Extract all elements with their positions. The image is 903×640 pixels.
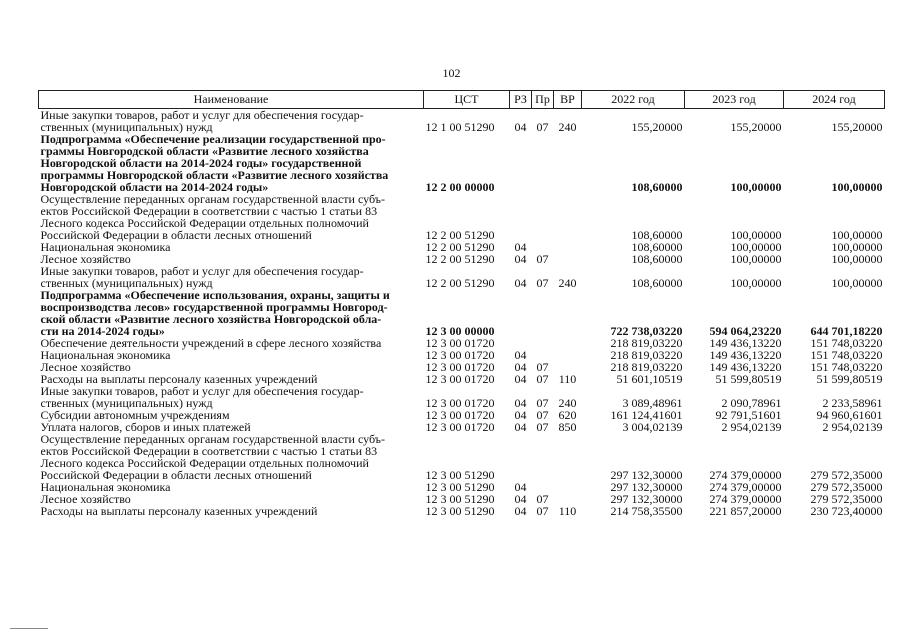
cell-2022: 722 738,03220 — [610, 324, 683, 338]
cell-vr: 240 — [558, 276, 577, 290]
cell-vr — [554, 193, 582, 241]
cell-vr — [554, 337, 582, 349]
name-line: Новгородской области на 2014-2024 годы» государственной — [40, 156, 362, 170]
cell-cst: 12 3 00 01720 — [425, 372, 495, 386]
cell-2023: 274 379,00000 — [709, 468, 782, 482]
cell-vr — [554, 481, 582, 493]
cell-rz: 04 — [514, 492, 527, 506]
cell-cst: 12 3 00 51290 — [425, 468, 495, 482]
cell-2024: 51 599,80519 — [816, 372, 883, 386]
cell-rz: 04 — [514, 360, 527, 374]
name-line: Национальная экономика — [40, 348, 171, 362]
table-row — [39, 193, 885, 241]
cell-2022: 108,60000 — [631, 276, 683, 290]
cell-pr — [532, 289, 554, 337]
cell-2024: 279 572,35000 — [810, 468, 883, 482]
cell-vr: 620 — [558, 408, 577, 422]
name-line: ектов Российской Федерации в соответствии с частью 1 статьи 83 — [40, 204, 378, 218]
cell-2023: 100,00000 — [730, 228, 782, 242]
cell-vr — [554, 433, 582, 481]
name-line: воспроизводства лесов» государственной программы Новгород- — [40, 300, 388, 314]
cell-2024: 644 701,18220 — [810, 324, 883, 338]
cell-2024: 151 748,03220 — [810, 360, 883, 374]
cell-name — [39, 109, 424, 134]
name-line: ской области «Развитие лесного хозяйства Новгородской обла- — [40, 312, 382, 326]
name-line: граммы Новгородской области «Развитие лесного хозяйства — [40, 144, 369, 158]
cell-cst: 12 3 00 01720 — [425, 360, 495, 374]
cell-cst: 12 2 00 51290 — [425, 252, 495, 266]
name-line: ектов Российской Федерации в соответствии с частью 1 статьи 83 — [40, 444, 378, 458]
cell-pr — [532, 133, 554, 193]
cell-2022: 214 758,35500 — [610, 504, 683, 518]
cell-2024: 94 960,61601 — [816, 408, 883, 422]
name-line: Иные закупки товаров, работ и услуг для обеспечения государ- — [40, 384, 364, 398]
cell-pr — [532, 193, 554, 241]
cell-rz — [510, 433, 532, 481]
cell-2023: 92 791,51601 — [715, 408, 782, 422]
name-line: ственных (муниципальных) нужд — [40, 120, 213, 134]
name-line: ственных (муниципальных) нужд — [40, 396, 213, 410]
cell-vr — [554, 349, 582, 361]
name-line: Расходы на выплаты персоналу казенных учреждений — [40, 372, 318, 386]
cell-rz: 04 — [514, 240, 527, 254]
cell-2022: 108,60000 — [631, 240, 683, 254]
cell-2024: 279 572,35000 — [810, 492, 883, 506]
name-line: Иные закупки товаров, работ и услуг для обеспечения государ- — [40, 108, 364, 122]
cell-2023: 155,20000 — [730, 120, 782, 134]
cell-cst: 12 3 00 01720 — [425, 408, 495, 422]
cell-name — [39, 385, 424, 409]
name-line: Лесное хозяйство — [40, 252, 131, 266]
cell-name — [39, 133, 424, 193]
name-line: Лесного кодекса Российской Федерации отдельных полномочий — [40, 216, 369, 230]
cell-pr: 07 — [536, 396, 549, 410]
table-body — [39, 109, 885, 518]
name-line: Лесное хозяйство — [40, 492, 131, 506]
cell-vr: 240 — [558, 396, 577, 410]
cell-pr: 07 — [536, 372, 549, 386]
cell-cst: 12 3 00 00000 — [425, 324, 495, 338]
cell-2022: 297 132,30000 — [610, 468, 683, 482]
cell-rz: 04 — [514, 480, 527, 494]
cell-rz: 04 — [514, 504, 527, 518]
cell-cst: 12 2 00 51290 — [425, 276, 495, 290]
name-line: Российской Федерации в области лесных отношений — [40, 228, 312, 242]
cell-cst: 12 3 00 51290 — [425, 480, 495, 494]
cell-name — [39, 193, 424, 241]
cell-cst: 12 3 00 01720 — [425, 420, 495, 434]
cell-rz — [510, 193, 532, 241]
cell-cst: 12 2 00 00000 — [425, 180, 495, 194]
cell-2023: 594 064,23220 — [709, 324, 782, 338]
cell-2023: 2 954,02139 — [721, 420, 782, 434]
name-line: Национальная экономика — [40, 240, 171, 254]
cell-cst: 12 2 00 51290 — [425, 228, 495, 242]
name-line: Субсидии автономным учреждениям — [40, 408, 230, 422]
cell-pr: 07 — [536, 420, 549, 434]
name-line: Обеспечение деятельности учреждений в сфере лесного хозяйства — [40, 336, 382, 350]
budget-table — [38, 90, 885, 517]
column-header-name: Наименование — [39, 91, 424, 109]
name-line: Национальная экономика — [40, 480, 171, 494]
cell-vr: 240 — [558, 120, 577, 134]
cell-vr: 110 — [558, 372, 577, 386]
cell-cst: 12 1 00 51290 — [425, 120, 495, 134]
cell-2023: 100,00000 — [730, 252, 782, 266]
cell-name — [39, 289, 424, 337]
column-header-2023: 2023 год — [685, 91, 784, 109]
cell-rz: 04 — [514, 408, 527, 422]
footer-divider — [10, 628, 48, 629]
name-line: Расходы на выплаты персоналу казенных учреждений — [40, 504, 318, 518]
cell-2022: 108,60000 — [631, 228, 683, 242]
name-line: Лесное хозяйство — [40, 360, 131, 374]
cell-2024: 100,00000 — [831, 228, 883, 242]
cell-2022: 297 132,30000 — [610, 480, 683, 494]
table-row — [39, 289, 885, 337]
table-row — [39, 109, 885, 134]
cell-name — [39, 265, 424, 289]
cell-2022: 51 601,10519 — [616, 372, 683, 386]
cell-vr — [554, 241, 582, 253]
cell-2024: 100,00000 — [831, 240, 883, 254]
cell-rz: 04 — [514, 276, 527, 290]
cell-cst: 12 3 00 01720 — [425, 396, 495, 410]
cell-2023: 274 379,00000 — [709, 480, 782, 494]
table-header-row — [39, 91, 885, 109]
cell-vr — [554, 289, 582, 337]
cell-2024: 151 748,03220 — [810, 336, 883, 350]
cell-cst: 12 3 00 51290 — [425, 504, 495, 518]
column-header-vr: ВР — [554, 91, 582, 109]
page-number: 102 — [442, 66, 461, 80]
cell-2023: 221 857,20000 — [709, 504, 782, 518]
cell-2022: 3 089,48961 — [622, 396, 683, 410]
name-line: Уплата налогов, сборов и иных платежей — [40, 420, 251, 434]
column-header-rz: РЗ — [510, 91, 532, 109]
cell-vr: 850 — [558, 420, 577, 434]
cell-vr: 110 — [558, 504, 577, 518]
cell-2024: 100,00000 — [831, 180, 883, 194]
name-line: сти на 2014-2024 годы» — [40, 324, 165, 338]
cell-pr: 07 — [536, 120, 549, 134]
name-line: Новгородской области на 2014-2024 годы» — [40, 180, 269, 194]
column-header-2022: 2022 год — [582, 91, 685, 109]
cell-2022: 108,60000 — [631, 252, 683, 266]
cell-pr: 07 — [536, 408, 549, 422]
cell-rz: 04 — [514, 372, 527, 386]
cell-cst: 12 3 00 01720 — [425, 336, 495, 350]
cell-rz: 04 — [514, 348, 527, 362]
cell-vr — [554, 253, 582, 265]
cell-2022: 218 819,03220 — [610, 360, 683, 374]
cell-2023: 149 436,13220 — [709, 348, 782, 362]
cell-2023: 51 599,80519 — [715, 372, 782, 386]
cell-pr: 07 — [536, 360, 549, 374]
column-header-cst: ЦСТ — [424, 91, 510, 109]
cell-name — [39, 505, 424, 517]
table-row — [39, 433, 885, 481]
cell-vr — [554, 133, 582, 193]
name-line: Осуществление переданных органам государственной власти субъ- — [40, 432, 385, 446]
name-line: Подпрограмма «Обеспечение использования, охраны, защиты и — [40, 288, 390, 302]
cell-2022: 161 124,41601 — [610, 408, 683, 422]
cell-2023: 274 379,00000 — [709, 492, 782, 506]
table-row — [39, 133, 885, 193]
name-line: Осуществление переданных органам государственной власти субъ- — [40, 192, 385, 206]
cell-rz: 04 — [514, 252, 527, 266]
cell-2024: 230 723,40000 — [810, 504, 883, 518]
cell-2022: 297 132,30000 — [610, 492, 683, 506]
cell-rz — [510, 289, 532, 337]
cell-2024: 155,20000 — [831, 120, 883, 134]
cell-2024: 2 954,02139 — [822, 420, 883, 434]
cell-pr — [532, 337, 554, 349]
cell-pr: 07 — [536, 252, 549, 266]
name-line: Иные закупки товаров, работ и услуг для обеспечения государ- — [40, 264, 364, 278]
cell-2023: 100,00000 — [730, 276, 782, 290]
cell-rz: 04 — [514, 396, 527, 410]
cell-cst: 12 2 00 51290 — [425, 240, 495, 254]
cell-2024: 2 233,58961 — [822, 396, 883, 410]
cell-2023: 149 436,13220 — [709, 360, 782, 374]
cell-cst: 12 3 00 51290 — [425, 492, 495, 506]
name-line: Лесного кодекса Российской Федерации отдельных полномочий — [40, 456, 369, 470]
cell-pr: 07 — [536, 276, 549, 290]
cell-2024: 151 748,03220 — [810, 348, 883, 362]
cell-2022: 3 004,02139 — [622, 420, 683, 434]
cell-2022: 218 819,03220 — [610, 336, 683, 350]
table-row — [39, 265, 885, 289]
cell-2022: 218 819,03220 — [610, 348, 683, 362]
name-line: ственных (муниципальных) нужд — [40, 276, 213, 290]
cell-rz: 04 — [514, 120, 527, 134]
cell-2023: 100,00000 — [730, 240, 782, 254]
cell-2022: 155,20000 — [631, 120, 683, 134]
cell-2023: 100,00000 — [730, 180, 782, 194]
table-row — [39, 505, 885, 517]
cell-pr: 07 — [536, 504, 549, 518]
cell-pr: 07 — [536, 492, 549, 506]
cell-2024: 279 572,35000 — [810, 480, 883, 494]
name-line: Подпрограмма «Обеспечение реализации государственной про- — [40, 132, 386, 146]
cell-2022: 108,60000 — [631, 180, 683, 194]
column-header-pr: Пр — [532, 91, 554, 109]
table-row — [39, 385, 885, 409]
cell-2024: 100,00000 — [831, 252, 883, 266]
cell-name — [39, 433, 424, 481]
column-header-2024: 2024 год — [784, 91, 885, 109]
cell-cst: 12 3 00 01720 — [425, 348, 495, 362]
cell-pr — [532, 433, 554, 481]
cell-2023: 149 436,13220 — [709, 336, 782, 350]
name-line: программы Новгородской области «Развитие лесного хозяйства — [40, 168, 389, 182]
cell-2024: 100,00000 — [831, 276, 883, 290]
cell-rz: 04 — [514, 420, 527, 434]
cell-rz — [510, 133, 532, 193]
name-line: Российской Федерации в области лесных отношений — [40, 468, 312, 482]
cell-2023: 2 090,78961 — [721, 396, 782, 410]
